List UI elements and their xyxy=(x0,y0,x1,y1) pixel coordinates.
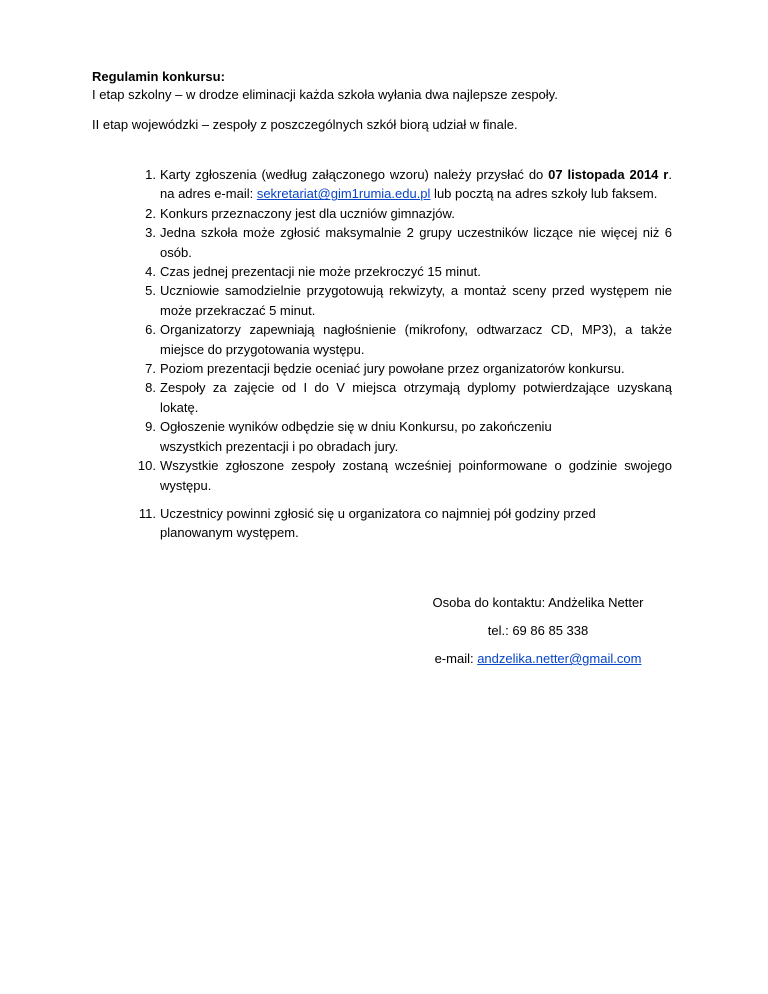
rule-item xyxy=(92,320,672,359)
rule-item xyxy=(92,359,672,378)
rule-number: 9. xyxy=(145,419,156,435)
rules-list xyxy=(92,165,672,543)
contact-person: Osoba do kontaktu: Andżelika Netter xyxy=(432,595,644,610)
rule-text: Poziom prezentacji będzie oceniać jury powołane przez organizatorów konkursu. xyxy=(160,361,625,377)
regulations-title: Regulamin konkursu: xyxy=(92,69,225,84)
rule-item xyxy=(92,378,672,417)
rule-number: 7. xyxy=(145,361,156,377)
rule-item xyxy=(92,223,672,262)
rule-text: lub pocztą na adres szkoły lub faksem. xyxy=(430,186,658,202)
rule-number: 5. xyxy=(145,283,156,299)
contact-phone: tel.: 69 86 85 338 xyxy=(487,623,589,638)
rule-text: Karty zgłoszenia (według załączonego wzoru) należy przysłać do xyxy=(160,167,549,182)
rule-text-line: wszystkich prezentacji i po obradach jury. xyxy=(160,438,399,454)
rule-item xyxy=(92,456,672,495)
rule-item xyxy=(92,417,672,456)
rule-number: 10. xyxy=(137,458,156,474)
rule-item xyxy=(92,504,672,543)
rule-item xyxy=(92,262,672,281)
rule-text: . na adres e-mail: xyxy=(160,167,672,202)
rule-item xyxy=(92,281,672,320)
contact-block xyxy=(398,593,678,677)
rule-text-line: Uczestnicy powinni zgłosić się u organizatora co najmniej pół godziny przed xyxy=(160,505,596,521)
rule-text-line: Ogłoszenie wyników odbędzie się w dniu Konkursu, po zakończeniu xyxy=(160,419,552,435)
stage-1-text: I etap szkolny – w drodze eliminacji każda szkoła wyłania dwa najlepsze zespoły. xyxy=(92,87,558,102)
rule-text: Zespoły za zajęcie od I do V miejsca otrzymają dyplomy potwierdzające uzyskaną lokatę. xyxy=(160,380,672,415)
rule-number: 4. xyxy=(145,264,156,280)
rule-text: Uczniowie samodzielnie przygotowują rekwizyty, a montaż sceny przed występem nie może przekraczać 5 minut. xyxy=(160,283,672,318)
rule-number: 11. xyxy=(138,505,156,521)
rule-number: 1. xyxy=(145,167,156,182)
deadline-date: 07 listopada 2014 r xyxy=(548,167,669,182)
rule-number: 8. xyxy=(145,380,156,396)
rule-item xyxy=(92,165,672,204)
rule-number: 2. xyxy=(145,205,156,221)
rule-text-line: planowanym występem. xyxy=(160,525,299,541)
rule-text: Wszystkie zgłoszone zespoły zostaną wcześniej poinformowane o godzinie swojego występu. xyxy=(160,458,672,493)
contact-email-link[interactable]: andzelika.netter@gmail.com xyxy=(477,651,642,666)
rule-number: 6. xyxy=(145,322,156,338)
rule-text: Organizatorzy zapewniają nagłośnienie (mikrofony, odtwarzacz CD, MP3), a także miejsce do przygotowania występu. xyxy=(160,322,672,357)
rule-text: Konkurs przeznaczony jest dla uczniów gimnazjów. xyxy=(160,205,455,221)
rule-item xyxy=(92,204,672,223)
rule-text: Czas jednej prezentacji nie może przekroczyć 15 minut. xyxy=(160,264,481,280)
school-email-link[interactable]: sekretariat@gim1rumia.edu.pl xyxy=(256,186,431,202)
regulations-header xyxy=(92,68,692,134)
contact-email-line xyxy=(398,649,678,668)
stage-2-text: II etap wojewódzki – zespoły z poszczególnych szkół biorą udział w finale. xyxy=(92,117,518,132)
contact-email-label: e-mail: xyxy=(434,651,478,666)
rule-text: Jedna szkoła może zgłosić maksymalnie 2 grupy uczestników liczące nie więcej niż 6 osób. xyxy=(160,225,672,260)
rule-number: 3. xyxy=(145,225,156,241)
